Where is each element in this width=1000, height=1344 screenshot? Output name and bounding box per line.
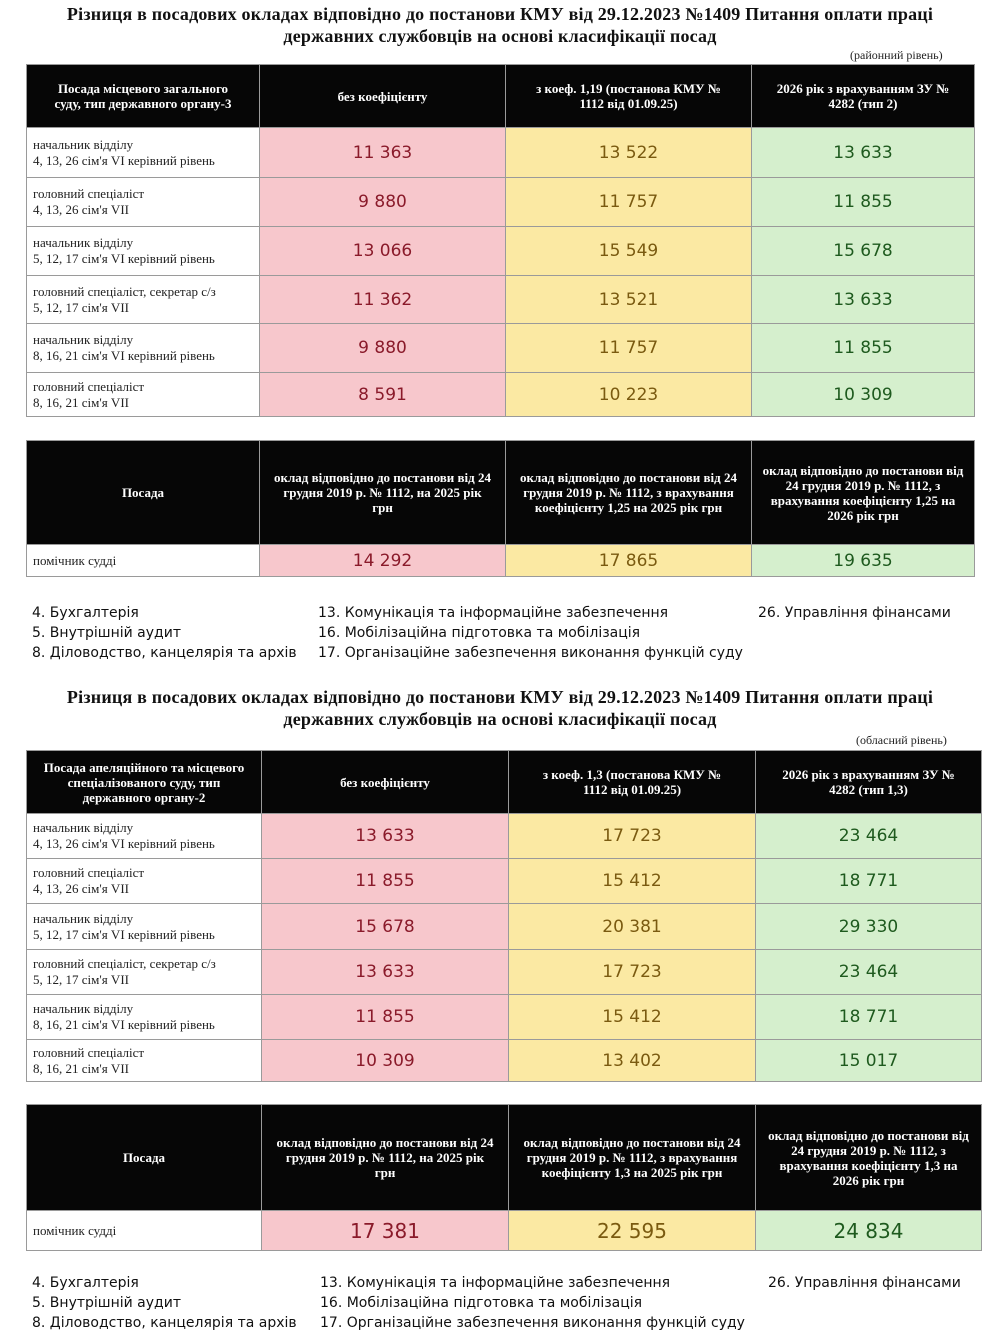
value-coef: 17 723 xyxy=(509,950,756,995)
value-2026: 18 771 xyxy=(756,859,982,904)
table-row xyxy=(27,1040,982,1082)
header-position: Посада місцевого загального суду, тип державного органу-3 xyxy=(27,65,260,128)
section1-level-note: (районний рівень) xyxy=(850,48,943,62)
table-row xyxy=(27,995,982,1040)
table-row xyxy=(27,178,975,227)
value-no-coef: 13 066 xyxy=(260,227,506,276)
table-row xyxy=(27,904,982,950)
position-title: головний спеціаліст xyxy=(33,186,145,201)
section2-title-line2: державних службовців на основі класифікації посад xyxy=(283,709,717,729)
value-cell: 17 381 xyxy=(262,1211,509,1251)
position-family: 8, 16, 21 сім'я VII xyxy=(33,394,129,410)
table-row xyxy=(27,950,982,995)
position-cell xyxy=(27,859,262,904)
value-coef: 11 757 xyxy=(506,324,752,373)
position-family: 5, 12, 17 сім'я VII xyxy=(33,972,129,987)
section2-legend-col1: 4. Бухгалтерія 5. Внутрішній аудит 8. Діловодство, канцелярія та архів xyxy=(32,1275,297,1331)
table-row xyxy=(27,1211,982,1251)
header-2026-coef: оклад відповідно до постанови від 24 грудня 2019 р. № 1112, з врахування коефіцієнту 1,25 на 2026 рік грн xyxy=(752,441,975,545)
position-title: головний спеціаліст xyxy=(33,378,145,394)
header-position: Посада xyxy=(27,1105,262,1211)
header-2025-coef: оклад відповідно до постанови від 24 грудня 2019 р. № 1112, з врахування коефіцієнту 1,3 на 2025 рік грн xyxy=(509,1105,756,1211)
table-row xyxy=(27,373,975,417)
header-position: Посада xyxy=(27,441,260,545)
position-cell xyxy=(27,276,260,324)
value-no-coef: 9 880 xyxy=(260,178,506,227)
section2-level-note: (обласний рівень) xyxy=(856,733,947,747)
value-coef: 15 412 xyxy=(509,859,756,904)
position-cell xyxy=(27,995,262,1040)
position-cell xyxy=(27,227,260,276)
position-family: 4, 13, 26 сім'я VII xyxy=(33,881,129,896)
position-family: 5, 12, 17 сім'я VI керівний рівень xyxy=(33,251,215,266)
table-row xyxy=(27,128,975,178)
header-2025: оклад відповідно до постанови від 24 грудня 2019 р. № 1112, на 2025 рік грн xyxy=(262,1105,509,1211)
table-row xyxy=(27,545,975,577)
header-2026: 2026 рік з врахуванням ЗУ № 4282 (тип 1,3) xyxy=(756,751,982,814)
value-coef: 15 412 xyxy=(509,995,756,1040)
position-cell xyxy=(27,128,260,178)
position-title: начальник відділу xyxy=(33,235,134,250)
position-cell xyxy=(27,950,262,995)
section1-assistant-table xyxy=(26,440,975,577)
value-cell: 19 635 xyxy=(752,545,975,577)
position-title: головний спеціаліст xyxy=(33,1044,145,1060)
value-coef: 11 757 xyxy=(506,178,752,227)
table-row xyxy=(27,227,975,276)
value-2026: 13 633 xyxy=(752,276,975,324)
value-cell: 17 865 xyxy=(506,545,752,577)
value-cell: 22 595 xyxy=(509,1211,756,1251)
position-title: головний спеціаліст, секретар с/з xyxy=(33,283,216,299)
position-title: начальник відділу xyxy=(33,136,134,152)
value-coef: 13 521 xyxy=(506,276,752,324)
table-row xyxy=(27,859,982,904)
value-coef: 13 402 xyxy=(509,1040,756,1082)
position-family: 8, 16, 21 сім'я VI керівний рівень xyxy=(33,348,215,363)
table-row xyxy=(27,276,975,324)
position-family: 4, 13, 26 сім'я VII xyxy=(33,202,129,217)
value-coef: 10 223 xyxy=(506,373,752,417)
value-2026: 23 464 xyxy=(756,950,982,995)
value-no-coef: 15 678 xyxy=(262,904,509,950)
value-cell: 24 834 xyxy=(756,1211,982,1251)
header-coef: з коеф. 1,3 (постанова КМУ № 1112 від 01.09.25) xyxy=(509,751,756,814)
position-title: головний спеціаліст xyxy=(33,865,145,880)
section1-legend-col3: 26. Управління фінансами xyxy=(758,605,951,621)
value-no-coef: 9 880 xyxy=(260,324,506,373)
section2-legend-col3: 26. Управління фінансами xyxy=(768,1275,961,1291)
header-position: Посада апеляційного та місцевого спеціалізованого суду, тип державного органу-2 xyxy=(27,751,262,814)
value-2026: 11 855 xyxy=(752,324,975,373)
position-title: начальник відділу xyxy=(33,1001,134,1016)
header-2025: оклад відповідно до постанови від 24 грудня 2019 р. № 1112, на 2025 рік грн xyxy=(260,441,506,545)
header-2026-coef: оклад відповідно до постанови від 24 грудня 2019 р. № 1112, з врахування коефіцієнту 1,3 на 2026 рік грн xyxy=(756,1105,982,1211)
value-coef: 20 381 xyxy=(509,904,756,950)
value-coef: 15 549 xyxy=(506,227,752,276)
value-2026: 13 633 xyxy=(752,128,975,178)
position-family: 8, 16, 21 сім'я VI керівний рівень xyxy=(33,1017,215,1032)
table-row xyxy=(27,324,975,373)
value-no-coef: 10 309 xyxy=(262,1040,509,1082)
position-family: 5, 12, 17 сім'я VI керівний рівень xyxy=(33,926,215,942)
value-2026: 29 330 xyxy=(756,904,982,950)
header-coef: з коеф. 1,19 (постанова КМУ № 1112 від 01.09.25) xyxy=(506,65,752,128)
section1-legend-col2: 13. Комунікація та інформаційне забезпечення 16. Мобілізаційна підготовка та мобілізація 17. Організаційне забезпечення виконання функцій суду xyxy=(318,605,743,661)
header-no-coef: без коефіцієнту xyxy=(260,65,506,128)
section2-assistant-table xyxy=(26,1104,982,1251)
value-coef: 17 723 xyxy=(509,814,756,859)
value-no-coef: 11 363 xyxy=(260,128,506,178)
position-title: головний спеціаліст, секретар с/з xyxy=(33,956,216,971)
value-no-coef: 11 855 xyxy=(262,995,509,1040)
header-2026: 2026 рік з врахуванням ЗУ № 4282 (тип 2) xyxy=(752,65,975,128)
position-cell xyxy=(27,373,260,417)
position-label: помічник судді xyxy=(27,1211,262,1251)
section1-legend-col1: 4. Бухгалтерія 5. Внутрішній аудит 8. Діловодство, канцелярія та архів xyxy=(32,605,297,661)
section2-title-line1: Різниця в посадових окладах відповідно до постанови КМУ від 29.12.2023 №1409 Питання оплати праці xyxy=(0,686,1000,708)
value-2026: 11 855 xyxy=(752,178,975,227)
value-coef: 13 522 xyxy=(506,128,752,178)
position-cell xyxy=(27,904,262,950)
value-no-coef: 11 362 xyxy=(260,276,506,324)
section1-title-line1: Різниця в посадових окладах відповідно до постанови КМУ від 29.12.2023 №1409 Питання оплати праці xyxy=(66,4,934,24)
value-no-coef: 8 591 xyxy=(260,373,506,417)
position-cell xyxy=(27,324,260,373)
position-title: начальник відділу xyxy=(33,332,134,347)
table-row xyxy=(27,814,982,859)
value-2026: 18 771 xyxy=(756,995,982,1040)
position-family: 4, 13, 26 сім'я VI керівний рівень xyxy=(33,152,215,168)
section1-title-line2: державних службовців на основі класифікації посад xyxy=(283,26,717,46)
value-2026: 15 678 xyxy=(752,227,975,276)
position-family: 4, 13, 26 сім'я VI керівний рівень xyxy=(33,836,215,851)
value-no-coef: 13 633 xyxy=(262,950,509,995)
section1-salary-table xyxy=(26,64,975,417)
position-cell xyxy=(27,178,260,227)
value-no-coef: 13 633 xyxy=(262,814,509,859)
position-cell xyxy=(27,814,262,859)
header-2025-coef: оклад відповідно до постанови від 24 грудня 2019 р. № 1112, з врахування коефіцієнту 1,25 на 2025 рік грн xyxy=(506,441,752,545)
position-label: помічник судді xyxy=(27,545,260,577)
position-title: начальник відділу xyxy=(33,910,134,926)
value-2026: 10 309 xyxy=(752,373,975,417)
value-cell: 14 292 xyxy=(260,545,506,577)
position-family: 5, 12, 17 сім'я VII xyxy=(33,299,129,315)
position-cell xyxy=(27,1040,262,1082)
header-no-coef: без коефіцієнту xyxy=(262,751,509,814)
value-no-coef: 11 855 xyxy=(262,859,509,904)
section2-legend-col2: 13. Комунікація та інформаційне забезпечення 16. Мобілізаційна підготовка та мобілізація 17. Організаційне забезпечення виконання функцій суду xyxy=(320,1275,745,1331)
position-title: начальник відділу xyxy=(33,820,134,835)
value-2026: 15 017 xyxy=(756,1040,982,1082)
value-2026: 23 464 xyxy=(756,814,982,859)
position-family: 8, 16, 21 сім'я VII xyxy=(33,1060,129,1076)
section2-salary-table xyxy=(26,750,982,1082)
